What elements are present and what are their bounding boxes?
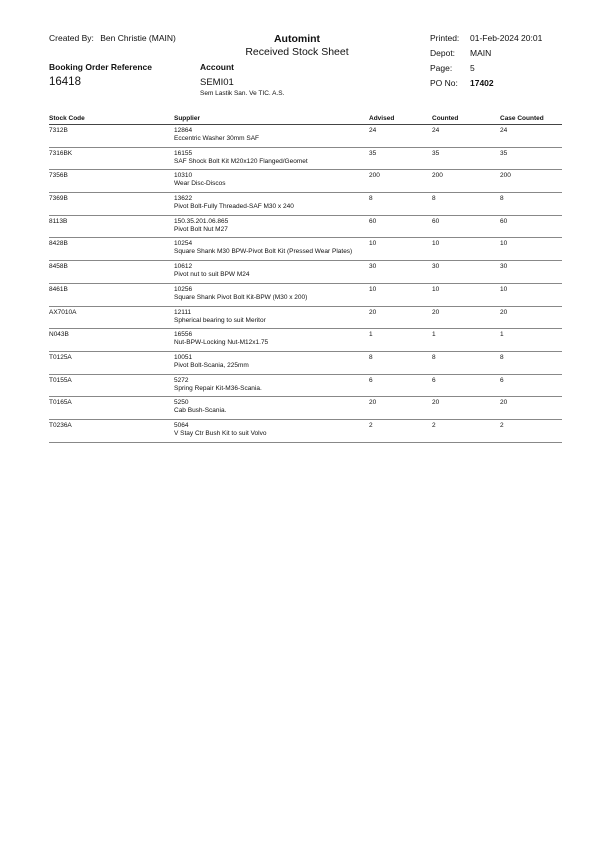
stock-code: 7316BK — [49, 149, 73, 157]
counted-qty: 8 — [432, 195, 436, 203]
counted-qty: 24 — [432, 127, 440, 134]
stock-code: 8461B — [49, 285, 68, 293]
supplier-code: 12864 — [174, 127, 193, 134]
advised-qty: 20 — [369, 308, 377, 316]
supplier-code: 16155 — [174, 149, 193, 157]
supplier-code: 10051 — [174, 353, 193, 361]
case-counted-qty: 8 — [500, 195, 504, 203]
company-name: Automint — [273, 33, 321, 45]
case-counted-qty: 20 — [500, 399, 508, 407]
item-description: Spring Repair Kit-M36-Scania. — [174, 384, 262, 392]
account-name: Sem Lastik San. Ve TIC. A.S. — [200, 90, 285, 97]
stock-code: T0165A — [49, 399, 72, 407]
item-description: Square Shank Pivot Bolt Kit-BPW (M30 x 200) — [174, 293, 308, 301]
account-code: SEMI01 — [200, 77, 234, 88]
counted-qty: 20 — [432, 399, 440, 407]
counted-qty: 10 — [432, 240, 440, 248]
page-number: 5 — [470, 63, 475, 73]
created-by-label: Created By: — [49, 33, 94, 43]
supplier-code: 16556 — [174, 331, 193, 339]
created-by — [49, 33, 176, 43]
po-label: PO No: — [430, 78, 458, 88]
item-description: Eccentric Washer 30mm SAF — [174, 135, 260, 142]
printed-label: Printed: — [430, 33, 460, 43]
table-row — [49, 375, 562, 398]
advised-qty: 8 — [369, 195, 373, 203]
supplier-code: 10310 — [174, 172, 193, 180]
counted-qty: 60 — [432, 217, 440, 225]
case-counted-qty: 8 — [500, 353, 504, 361]
item-description: Cab Bush-Scania. — [174, 407, 227, 415]
table-row — [49, 352, 562, 375]
table-body — [49, 125, 562, 443]
counted-qty: 10 — [432, 285, 440, 293]
stock-code: T0236A — [49, 421, 72, 429]
counted-qty: 30 — [432, 263, 440, 271]
booking-ref-value: 16418 — [49, 76, 81, 88]
counted-qty: 2 — [432, 421, 436, 429]
item-description: Pivot Bolt-Scania, 225mm — [174, 361, 249, 369]
advised-qty: 6 — [369, 376, 373, 384]
stock-code: 8113B — [49, 217, 68, 225]
table-header — [49, 113, 562, 125]
supplier-code: 10256 — [174, 285, 193, 293]
advised-qty: 8 — [369, 353, 373, 361]
table-row — [49, 420, 562, 443]
stock-code: N043B — [49, 331, 69, 339]
col-advised: Advised — [369, 115, 395, 122]
advised-qty: 35 — [369, 149, 377, 157]
counted-qty: 35 — [432, 149, 440, 157]
counted-qty: 6 — [432, 376, 436, 384]
table-row — [49, 284, 562, 307]
case-counted-qty: 6 — [500, 376, 504, 384]
counted-qty: 200 — [432, 172, 443, 180]
page-label: Page: — [430, 63, 453, 73]
supplier-code: 12111 — [174, 308, 192, 316]
table-row — [49, 125, 562, 148]
table-row — [49, 329, 562, 352]
case-counted-qty: 24 — [500, 127, 508, 134]
advised-qty: 10 — [369, 285, 377, 293]
advised-qty: 20 — [369, 399, 377, 407]
advised-qty: 10 — [369, 240, 377, 248]
depot-label: Depot: — [430, 48, 456, 58]
table-row — [49, 307, 562, 330]
received-stock-table — [49, 113, 562, 443]
created-by-value: Ben Christie (MAIN) — [100, 33, 176, 43]
advised-qty: 1 — [369, 331, 373, 339]
stock-code: T0125A — [49, 353, 72, 361]
supplier-code: 10254 — [174, 240, 193, 248]
case-counted-qty: 60 — [500, 217, 508, 225]
depot-value: MAIN — [470, 48, 492, 58]
supplier-code: 13622 — [174, 195, 193, 203]
booking-ref-label: Booking Order Reference — [49, 62, 152, 72]
supplier-code: 5272 — [174, 376, 189, 384]
po-number: 17402 — [470, 78, 494, 88]
supplier-code: 10612 — [174, 263, 193, 271]
case-counted-qty: 20 — [500, 308, 508, 316]
item-description: V Stay Ctr Bush Kit to suit Volvo — [174, 429, 267, 437]
case-counted-qty: 1 — [500, 331, 504, 339]
item-description: Wear Disc-Discos — [174, 180, 226, 188]
table-row — [49, 238, 562, 261]
table-row — [49, 261, 562, 284]
supplier-code: 150.35.201.06.865 — [174, 217, 229, 225]
case-counted-qty: 30 — [500, 263, 508, 271]
stock-code: 8458B — [49, 263, 68, 271]
case-counted-qty: 200 — [500, 172, 511, 180]
case-counted-qty: 10 — [500, 240, 508, 248]
advised-qty: 24 — [369, 127, 377, 134]
advised-qty: 30 — [369, 263, 377, 271]
advised-qty: 2 — [369, 421, 373, 429]
case-counted-qty: 10 — [500, 285, 508, 293]
table-row — [49, 397, 562, 420]
stock-code: AX7010A — [49, 308, 77, 316]
table-row — [49, 193, 562, 216]
item-description: Spherical bearing to suit Meritor — [174, 316, 266, 324]
supplier-code: 5064 — [174, 421, 189, 429]
stock-code: 7369B — [49, 195, 68, 203]
supplier-code: 5250 — [174, 399, 189, 407]
counted-qty: 8 — [432, 353, 436, 361]
sheet-title: Received Stock Sheet — [245, 46, 349, 58]
col-case-counted: Case Counted — [500, 115, 544, 122]
advised-qty: 200 — [369, 172, 380, 180]
advised-qty: 60 — [369, 217, 377, 225]
item-description: Pivot Bolt Nut M27 — [174, 225, 228, 233]
item-description: Pivot nut to suit BPW M24 — [174, 271, 250, 279]
stock-code: 7356B — [49, 172, 68, 180]
item-description: SAF Shock Bolt Kit M20x120 Flanged/Geomet — [174, 157, 308, 165]
item-description: Pivot Bolt-Fully Threaded-SAF M30 x 240 — [174, 203, 294, 211]
col-counted: Counted — [432, 115, 459, 122]
stock-code: T0155A — [49, 376, 72, 384]
account-label: Account — [200, 62, 234, 72]
counted-qty: 20 — [432, 308, 440, 316]
stock-code: 8428B — [49, 240, 68, 248]
stock-code: 7312B — [49, 127, 68, 134]
table-row — [49, 170, 562, 193]
printed-value: 01-Feb-2024 20:01 — [470, 33, 543, 43]
case-counted-qty: 35 — [500, 149, 508, 157]
case-counted-qty: 2 — [500, 421, 504, 429]
table-row — [49, 216, 562, 239]
item-description: Nut-BPW-Locking Nut-M12x1.75 — [174, 339, 269, 347]
counted-qty: 1 — [432, 331, 436, 339]
col-stock-code: Stock Code — [49, 115, 85, 122]
col-supplier: Supplier — [174, 115, 201, 122]
item-description: Square Shank M30 BPW-Pivot Bolt Kit (Pressed Wear Plates) — [174, 248, 353, 256]
table-row — [49, 148, 562, 171]
